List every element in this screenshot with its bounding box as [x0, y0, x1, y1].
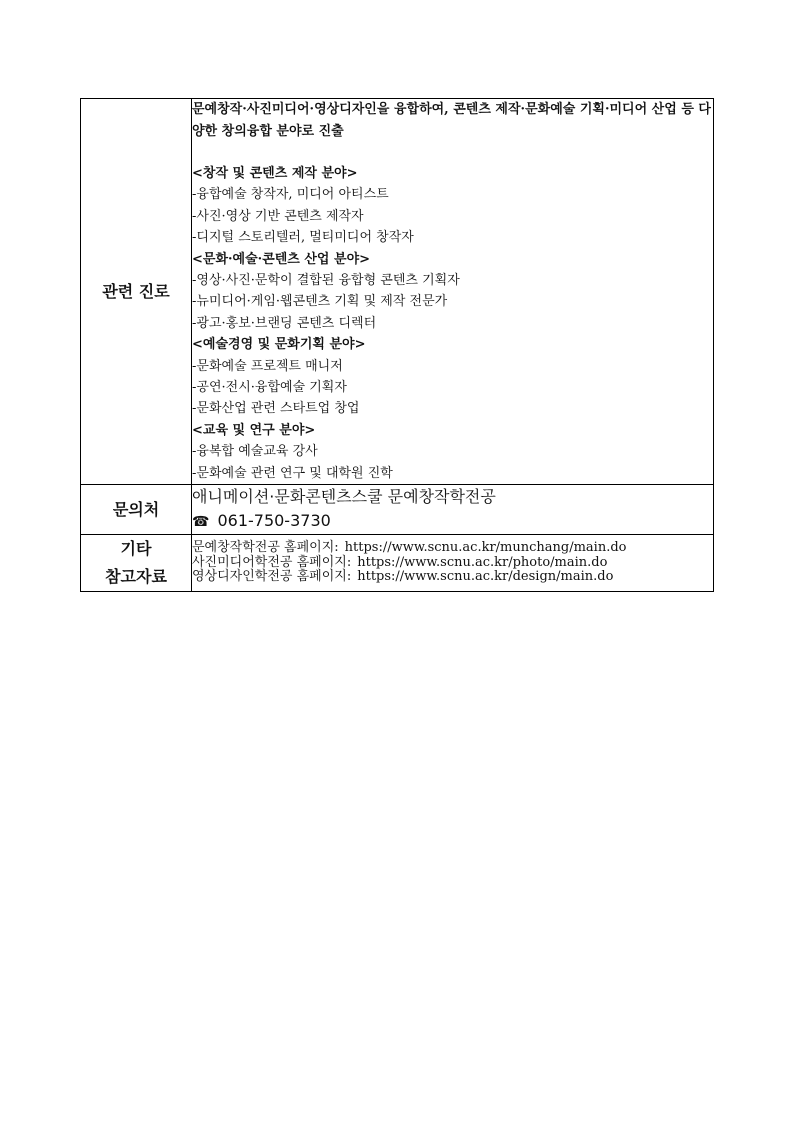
references-label-line2: 참고자료: [105, 567, 167, 587]
references-label: [81, 535, 192, 592]
reference-name: 사진미디어학전공 홈페이지:: [192, 554, 352, 570]
section-title: <예술경영 및 문화기획 분야>: [192, 337, 366, 353]
section-title: <교육 및 연구 분야>: [192, 422, 316, 438]
reference-item: [192, 570, 713, 585]
references-label-line1: 기타: [120, 539, 152, 559]
career-section: [192, 334, 713, 420]
reference-item: [192, 541, 713, 556]
list-item: -뉴미디어·게임·웹콘텐츠 기획 및 제작 전문가: [192, 294, 448, 310]
reference-link[interactable]: https://www.scnu.ac.kr/munchang/main.do: [344, 540, 627, 556]
list-item: -사진·영상 기반 콘텐츠 제작자: [192, 208, 364, 224]
career-section: [192, 249, 713, 335]
list-item: -영상·사진·문학이 결합된 융합형 콘텐츠 기획자: [192, 273, 460, 289]
list-item: -광고·홍보·브랜딩 콘텐츠 디렉터: [192, 315, 377, 331]
list-item: -문화산업 관련 스타트업 창업: [192, 401, 360, 417]
reference-name: 영상디자인학전공 홈페이지:: [192, 569, 352, 585]
reference-link[interactable]: https://www.scnu.ac.kr/photo/main.do: [357, 554, 608, 570]
list-item: -융복합 예술교육 강사: [192, 444, 318, 460]
info-table: [80, 98, 714, 592]
list-item: -공연·전시·융합예술 기획자: [192, 380, 347, 396]
career-section: [192, 420, 713, 484]
references-row: [81, 535, 714, 592]
reference-name: 문예창작학전공 홈페이지:: [192, 540, 339, 556]
list-item: -문화예술 프로젝트 매니저: [192, 358, 343, 374]
career-label: 관련 진로: [81, 99, 192, 485]
contact-content: [192, 485, 714, 535]
list-item: -문화예술 관련 연구 및 대학원 진학: [192, 465, 393, 481]
career-content: [192, 99, 714, 485]
career-row: [81, 99, 714, 485]
phone-icon: ☎: [192, 514, 210, 531]
list-item: -융합예술 창작자, 미디어 아티스트: [192, 187, 389, 203]
contact-label: 문의처: [81, 485, 192, 535]
career-intro: 문예창작·사진미디어·영상디자인을 융합하여, 콘텐츠 제작·문화예술 기획·미디어 산업 등 다양한 창의융합 분야로 진출: [192, 102, 711, 139]
contact-row: [81, 485, 714, 535]
section-title: <문화·예술·콘텐츠 산업 분야>: [192, 251, 371, 267]
reference-link[interactable]: https://www.scnu.ac.kr/design/main.do: [357, 569, 614, 585]
list-item: -디지털 스토리텔러, 멀티미디어 창작자: [192, 230, 414, 246]
phone-number: 061-750-3730: [217, 511, 331, 531]
section-title: <창작 및 콘텐츠 제작 분야>: [192, 166, 358, 181]
contact-department: 애니메이션·문화콘텐츠스쿨 문예창작학전공: [192, 487, 496, 507]
references-content: [192, 535, 714, 592]
career-section: [192, 163, 713, 249]
contact-phone: [192, 509, 713, 534]
